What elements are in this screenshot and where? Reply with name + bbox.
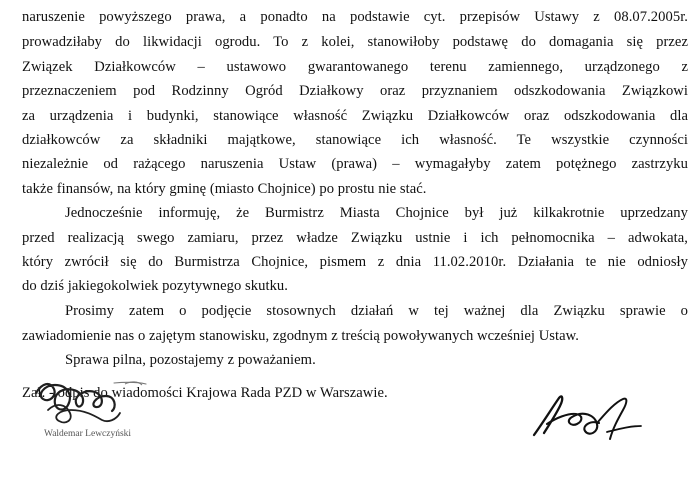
attachment-note: Zał. - odpis do wiadomości Krajowa Rada PZD w Warszawie. — [22, 385, 388, 401]
body-line-6: działkowców za składniki majątkowe, stanowiące ich własność. Te wszystkie czynności — [22, 132, 688, 148]
body-line-10: przed realizacją swego zamiaru, przez władze Związku ustnie i ich pełnomocnika – adwokata, — [22, 230, 688, 246]
body-line-12: do dziś jakiegokolwiek pozytywnego skutku. — [22, 278, 288, 294]
body-line-1: naruszenie powyższego prawa, a ponadto na podstawie cyt. przepisów Ustawy z 08.07.2005r. — [22, 9, 688, 25]
body-line-3: Związek Działkowców – ustawowo gwarantowanego terenu zamiennego, urządzonego z — [22, 59, 688, 75]
body-line-9: Jednocześnie informuję, że Burmistrz Miasta Chojnice był już kilkakrotnie uprzedzany — [65, 205, 688, 221]
body-line-11: który zwrócił się do Burmistrza Chojnice, pismem z dnia 11.02.2010r. Działania te nie odniosły — [22, 254, 688, 270]
body-line-2: prowadziłaby do likwidacji ogrodu. To z kolei, stanowiłoby podstawę do domagania się przez — [22, 34, 688, 50]
body-line-13: Prosimy zatem o podjęcie stosownych działań w tej ważnej dla Związku sprawie o — [65, 303, 688, 319]
body-line-7: niezależnie od rażącego naruszenia Ustaw (prawa) – wymagałyby zatem potężnego zastrzyku — [22, 156, 688, 172]
left-signature — [28, 365, 168, 451]
closing-line: Sprawa pilna, pozostajemy z poważaniem. — [65, 352, 316, 368]
body-line-8: także finansów, na który gminę (miasto Chojnice) po prostu nie stać. — [22, 181, 427, 197]
right-signature — [525, 390, 650, 448]
signature-caption: Waldemar Lewczyński — [44, 429, 132, 439]
body-line-5: za urządzenia i budynki, stanowiące własność Związku Działkowców oraz odszkodowania dla — [22, 108, 688, 124]
body-line-4: przeznaczeniem pod Rodzinny Ogród Działkowy oraz przyznaniem odszkodowania Związkowi — [22, 83, 688, 99]
body-line-14: zawiadomienie nas o zajętym stanowisku, zgodnym z treścią powoływanych wcześniej Ustaw. — [22, 328, 579, 344]
